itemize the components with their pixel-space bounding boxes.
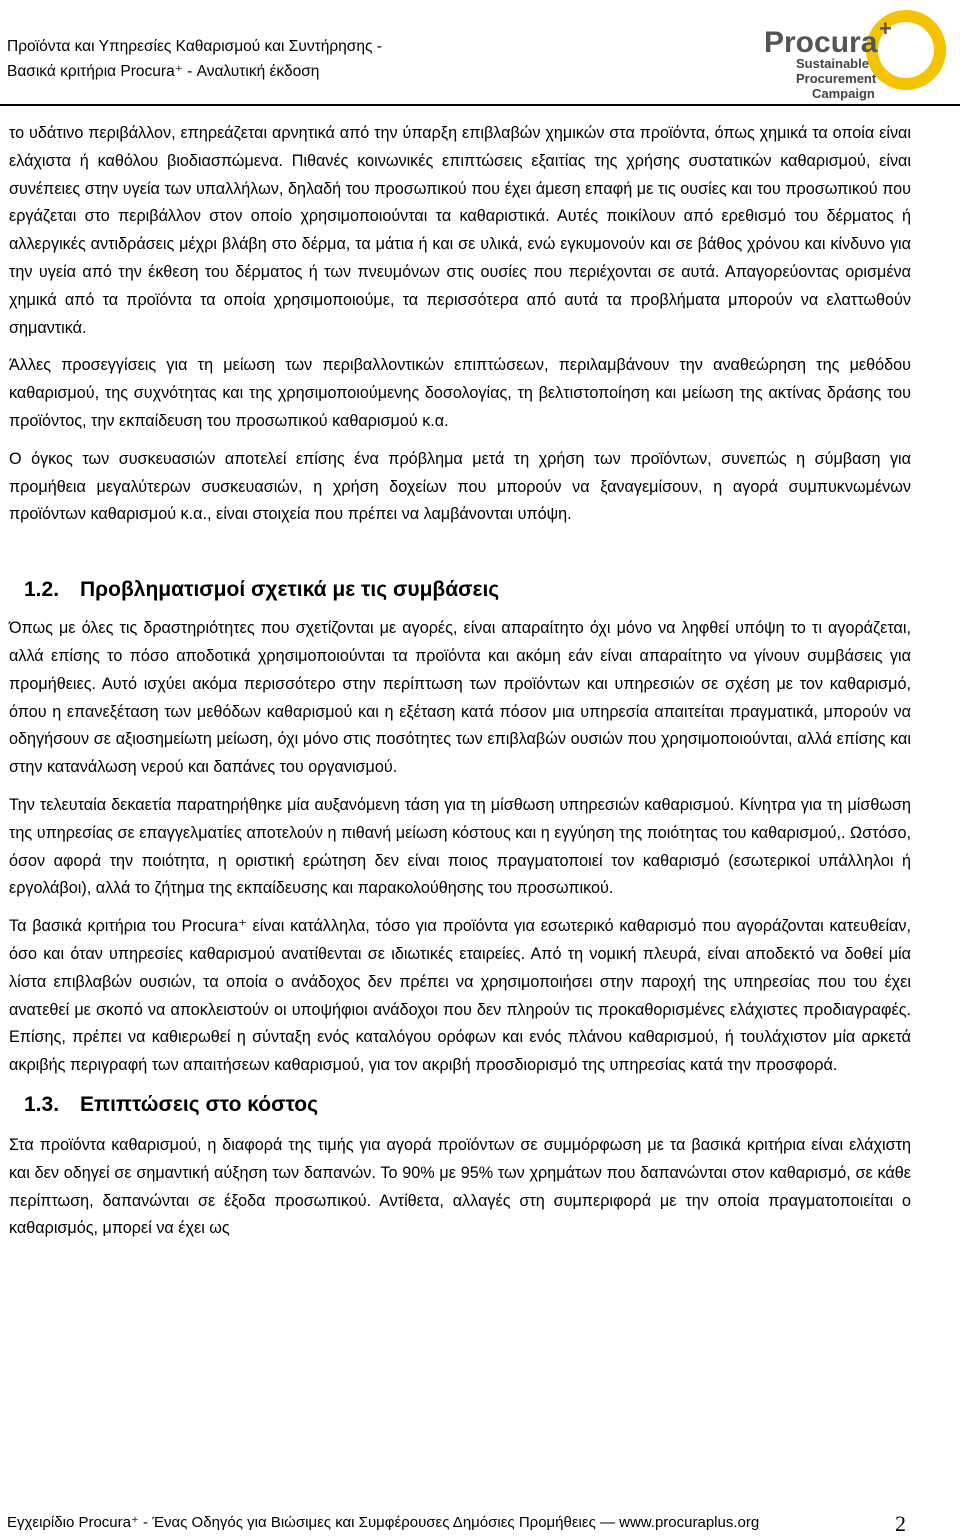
paragraph: Όπως με όλες τις δραστηριότητες που σχετίζονται με αγορές, είναι απαραίτητο όχι μόνο να ληφθεί υπόψη το τι αγοράζεται, αλλά επίσης το πόσο αποδοτικά χρησιμοποιούνται τα προϊόντα και ακόμη εάν είναι απαραίτητο να γίνουν συμβάσεις για προμήθειες. Αυτό ισχύει ακόμα περισσότερο στην περίπτωση των προϊόντων και υπηρεσιών σε σχέση με τον καθαρισμό, όπου η επανεξέταση των μεθόδων καθαρισμού και η εξέταση κατά πόσον μια υπηρεσία απαιτείται πραγματικά, μπορούν να οδηγήσουν σε αξιοσημείωτη μείωση, όχι μόνο στις ποσότητες των επιβλαβών ουσιών που χρησιμοποιούνται, αλλά επίσης και στην κατανάλωση νερού και δαπάνες του οργανισμού. — [9, 619, 911, 777]
section-heading-1-3 — [9, 1090, 911, 1120]
section-heading-1-2 — [9, 575, 911, 605]
paragraph: το υδάτινο περιβάλλον, επηρεάζεται αρνητικά από την ύπαρξη επιβλαβών χημικών στα προϊόντα, όπως χημικά τα οποία είναι ελάχιστα ή καθόλου βιοδιασπώμενα. Πιθανές κοινωνικές επιπτώσεις εξαιτίας της χρήσης συστατικών καθαρισμού, είναι συνέπειες στην υγεία των υπαλλήλων, δηλαδή του προσωπικού που έχει άμεση επαφή με τις ουσίες και του προσωπικού που εργάζεται στο περιβάλλον στον οποίο χρησιμοποιούνται τα καθαριστικά. Αυτές ποικίλουν από ερεθισμό του δέρματος ή αλλεργικές αντιδράσεις μέχρι βλάβη στο δέρμα, τα μάτια ή και σε υλικά, ενώ εγκυμονούν και σε βάθος χρόνου και κίνδυνο για την υγεία από την έκθεση του δέρματος ή των πνευμόνων στις ουσίες που περιέχονται σε αυτά. Απαγορεύοντας ορισμένα χημικά από τα προϊόντα τα οποία χρησιμοποιούμε, τα περισσότερα από αυτά τα προβλήματα μπορούν να ελαττωθούν σημαντικά. — [9, 124, 911, 337]
procura-logo — [762, 6, 954, 106]
paragraph: Την τελευταία δεκαετία παρατηρήθηκε μία αυξανόμενη τάση για τη μίσθωση υπηρεσιών καθαρισμού. Κίνητρα για τη μίσθωση της υπηρεσίας σε επαγγελματίες αποτελούν η πιθανή μείωση κόστους και η εγγύηση της ποιότητας του καθαρισμού,. Ωστόσο, όσον αφορά την ποιότητα, η οριστική ερώτηση δεν είναι ποιος πραγματοποιεί τον καθαρισμό (εσωτερικοί υπάλληλοι ή εργολάβοι), αλλά το ζήτημα της εκπαίδευσης και παρακολούθησης του προσωπικού. — [9, 795, 911, 898]
paragraph: Στα προϊόντα καθαρισμού, η διαφορά της τιμής για αγορά προϊόντων σε συμμόρφωση με τα βασικά κριτήρια είναι ελάχιστη και δεν οδηγεί σε σημαντική αύξηση των δαπανών. Το 90% με 95% των χρημάτων που δαπανώνται στον καθαρισμό, σε κάθε περίπτωση, δαπανώνται σε έξοδα προσωπικού. Αντίθετα, αλλαγές στη συμπεριφορά με την οποία πραγματοποιείται ο καθαρισμός, μπορεί να έχει ως — [9, 1135, 911, 1238]
page-footer: Εγχειρίδιο Procura⁺ - Ένας Οδηγός για Βιώσιμες και Συμφέρουσες Δημόσιες Προμήθειες — www.procuraplus.org — [7, 1514, 760, 1531]
logo-plus: + — [879, 16, 892, 41]
logo-tagline-3: Campaign — [812, 86, 875, 101]
logo-tagline-2: Procurement — [796, 71, 877, 86]
logo-tagline-1: Sustainable — [796, 56, 869, 71]
section-title: Προβληματισμοί σχετικά με τις συμβάσεις — [80, 578, 500, 602]
logo-brand: Procura — [764, 26, 878, 59]
section-title: Επιπτώσεις στο κόστος — [80, 1092, 319, 1116]
paragraph: Τα βασικά κριτήρια του Procura⁺ είναι κατάλληλα, τόσο για προϊόντα για εσωτερικό καθαρισμό που αγοράζονται κατευθείαν, όσο και όταν υπηρεσίες καθαρισμού ανατίθενται σε ιδιωτικές εταιρείες. Από τη νομική πλευρά, είναι αποδεκτό να δοθεί μία λίστα επιβλαβών ουσιών, τα οποία ο ανάδοχος δεν πρέπει να χρησιμοποιήσει στην παροχή της υπηρεσίας που του έχει ανατεθεί με σκοπό να αποκλειστούν οι υποψήφιοι ανάδοχοι που δεν πληρούν τις προκαθορισμένες ελάχιστες προδιαγραφές. Επίσης, πρέπει να καθιερωθεί η σύνταξη ενός καταλόγου ορόφων και ενός πλάνου καθαρισμού, ή τουλάχιστον μία αρκετά ακριβής περιγραφή των απαιτήσεων καθαρισμού, για τον ακριβή προσδιορισμό της υπηρεσίας κατά την προσφορά. — [9, 917, 911, 1075]
header-title-line-1: Προϊόντα και Υπηρεσίες Καθαρισμού και Συντήρησης - — [7, 38, 382, 55]
paragraph: Άλλες προσεγγίσεις για τη μείωση των περιβαλλοντικών επιπτώσεων, περιλαμβάνουν την αναθεώρηση της μεθόδου καθαρισμού, της συχνότητας και της χρησιμοποιούμενης δοσολογίας, τη βελτιστοποίηση και μείωση της ακτίνας δράσης του προϊόντος, την εκπαίδευση του προσωπικού καθαρισμού κ.α. — [9, 356, 911, 430]
section-number: 1.2. — [24, 578, 60, 602]
page-header — [0, 0, 960, 104]
header-divider — [0, 104, 960, 106]
sun-icon — [866, 10, 946, 90]
section-number: 1.3. — [24, 1092, 60, 1116]
header-title-line-2: Βασικά κριτήρια Procura⁺ - Αναλυτική έκδοση — [7, 63, 320, 80]
paragraph: Ο όγκος των συσκευασιών αποτελεί επίσης ένα πρόβλημα μετά τη χρήση των προϊόντων, συνεπώς η σύμβαση για προμήθεια μεγαλύτερων συσκευασιών, η χρήση δοχείων που μπορούν να ξαναγεμίσουν, η αγορά συμπυκνωμένων προϊόντων καθαρισμού κ.α., είναι στοιχεία που πρέπει να λαμβάνονται υπόψη. — [9, 449, 911, 524]
page-number: 2 — [895, 1511, 906, 1536]
document-body — [9, 120, 911, 1253]
